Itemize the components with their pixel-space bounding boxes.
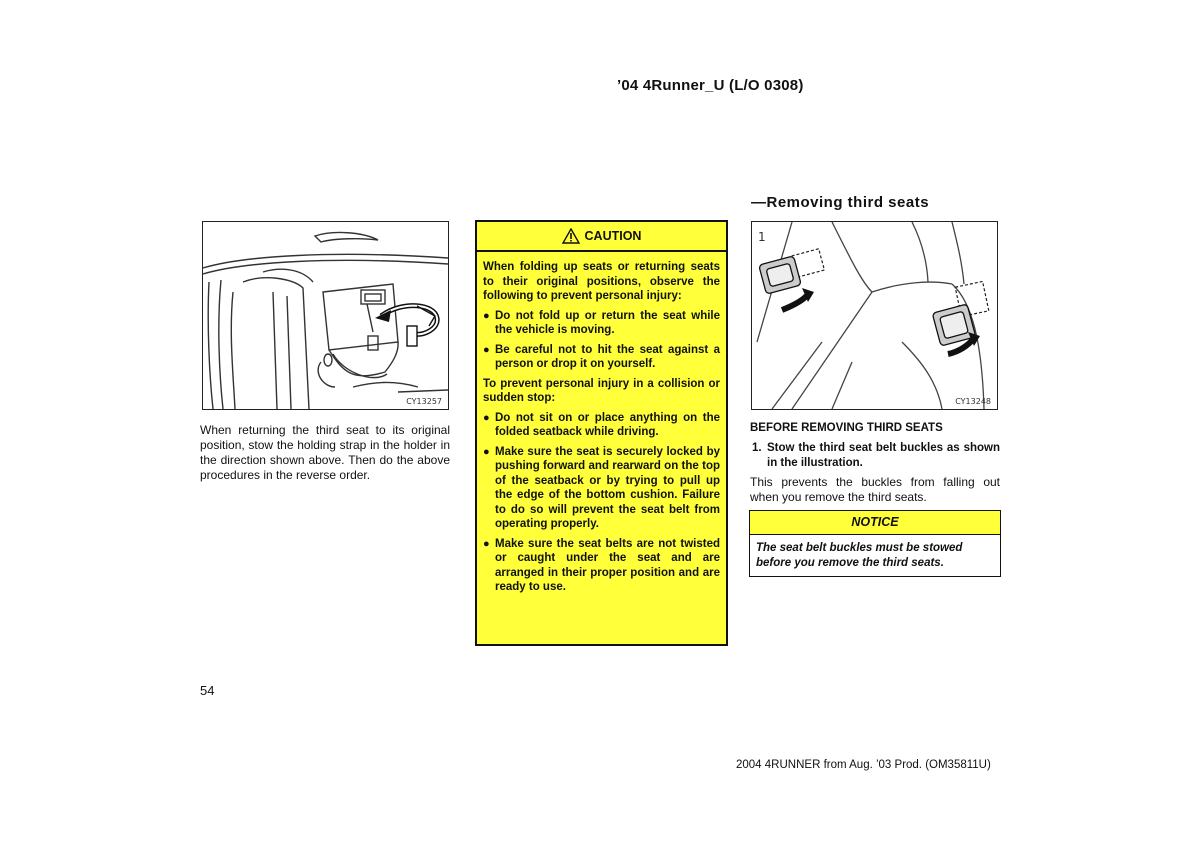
notice-box: [749, 510, 1001, 577]
caution-bullet: [483, 445, 720, 532]
caution-box: [475, 220, 728, 646]
page-number: 54: [200, 683, 215, 698]
caution-bullet: [483, 411, 720, 440]
caution-header: [477, 222, 726, 252]
bullet-icon: ●: [483, 309, 490, 322]
figure-label: 1: [758, 230, 766, 244]
caution-bullet: [483, 309, 720, 338]
section-title: —Removing third seats: [751, 194, 930, 211]
right-paragraph: This prevents the buckles from falling out when you remove the third seats.: [750, 475, 1000, 504]
subheading: BEFORE REMOVING THIRD SEATS: [750, 422, 943, 434]
step-text: Stow the third seat belt buckles as shown in the illustration.: [767, 442, 1000, 469]
left-paragraph: When returning the third seat to its original position, stow the holding strap in the holder in the direction shown above. Then do the above procedures in the reverse order.: [200, 423, 450, 482]
caution-intro-1: When folding up seats or returning seats to their original positions, observe the following to prevent personal injury:: [483, 261, 720, 302]
caution-body: [477, 252, 726, 595]
notice-text: The seat belt buckles must be stowed before you remove the third seats.: [756, 542, 963, 569]
buckle-drawing: [752, 222, 997, 409]
seat-strap-drawing: [203, 222, 448, 409]
bullet-icon: ●: [483, 537, 490, 550]
figure-code: CY13248: [955, 397, 991, 406]
bullet-icon: ●: [483, 343, 490, 356]
notice-heading: NOTICE: [750, 511, 1000, 535]
document-header-title: ’04 4Runner_U (L/O 0308): [617, 77, 804, 94]
bullet-icon: ●: [483, 445, 490, 458]
caution-bullet-text: Be careful not to hit the seat against a person or drop it on yourself.: [495, 343, 720, 370]
caution-bullet-text: Do not sit on or place anything on the folded seatback while driving.: [495, 411, 720, 438]
caution-bullet-text: Make sure the seat belts are not twisted or caught under the seat and are arranged in their proper position and are ready to use.: [495, 537, 720, 593]
warning-triangle-icon: [562, 228, 580, 244]
step-number: 1.: [752, 442, 762, 454]
footer-text: 2004 4RUNNER from Aug. ’03 Prod. (OM35811U): [736, 759, 991, 771]
caution-bullet-text: Do not fold up or return the seat while the vehicle is moving.: [495, 309, 720, 336]
seat-belt-buckle-illustration: [751, 221, 998, 410]
bullet-icon: ●: [483, 411, 490, 424]
caution-intro-2: To prevent personal injury in a collision or sudden stop:: [483, 377, 720, 404]
caution-heading: CAUTION: [584, 229, 642, 243]
caution-bullet: [483, 343, 720, 372]
caution-bullet: [483, 537, 720, 595]
figure-code: CY13257: [406, 397, 442, 406]
seat-strap-illustration: [202, 221, 449, 410]
caution-bullet-text: Make sure the seat is securely locked by pushing forward and rearward on the top of the seatback or by trying to pull up the edge of the bottom cushion. Failure to do so will prevent the seat belt from operating properly.: [495, 445, 720, 530]
step-1: [752, 441, 1000, 471]
